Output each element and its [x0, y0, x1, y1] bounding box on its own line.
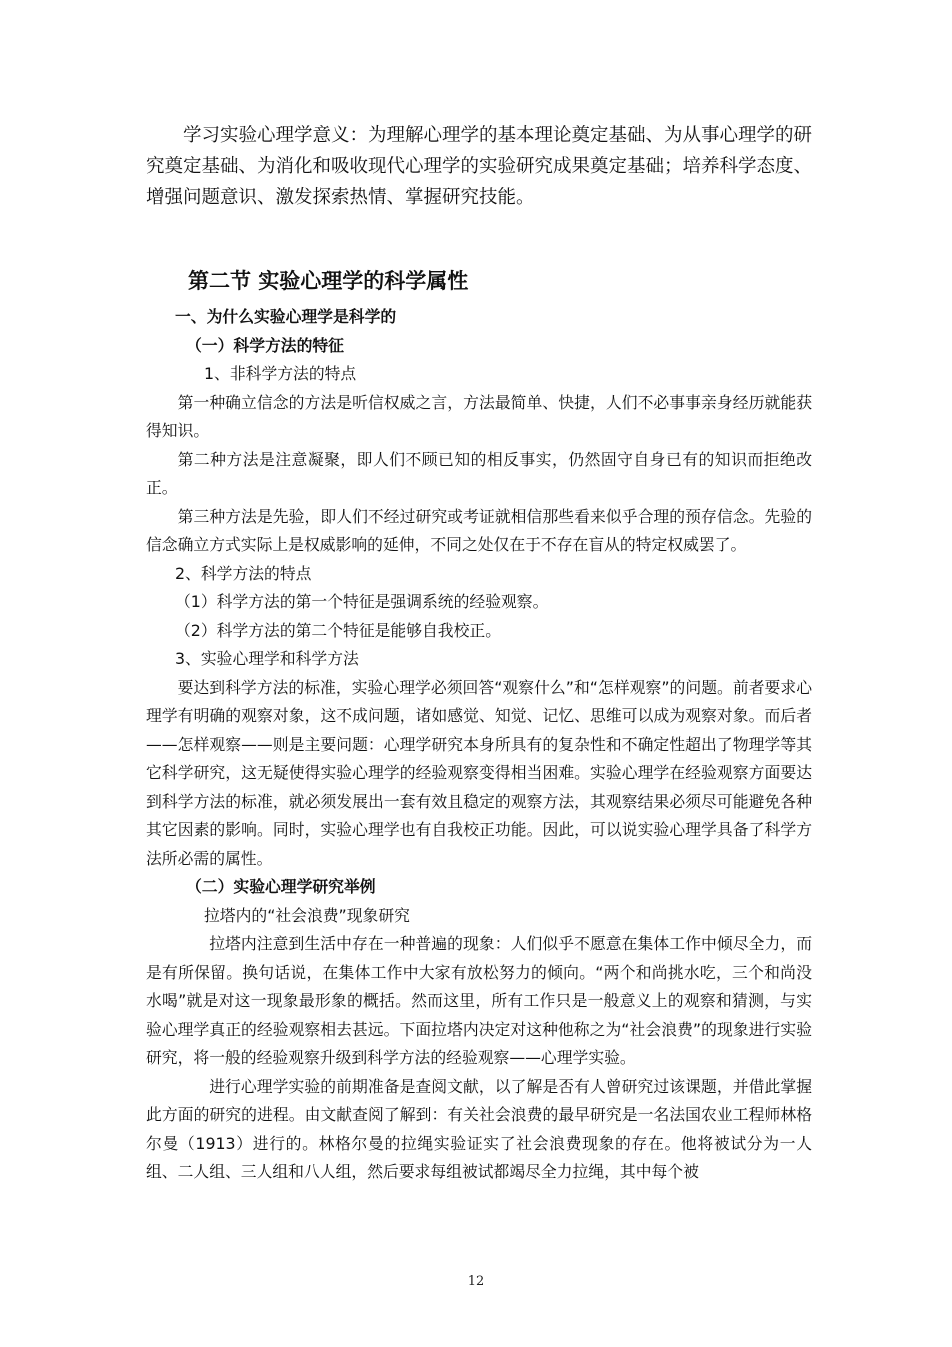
page-content — [146, 120, 812, 1187]
paragraph: 第三种方法是先验，即人们不经过研究或考证就相信那些看来似乎合理的预存信念。先验的信念确立方式实际上是权威影响的延伸，不同之处仅在于不存在盲从的特定权威罢了。 — [146, 506, 812, 554]
subheading-nonscientific: 1、非科学方法的特点 — [204, 364, 357, 383]
section-title: 第二节 实验心理学的科学属性 — [188, 269, 469, 293]
list-item: （2）科学方法的第二个特征是能够自我校正。 — [175, 620, 501, 640]
section-body — [146, 303, 812, 1187]
paragraph: 第二种方法是注意凝聚，即人们不顾已知的相反事实，仍然固守自身已有的知识而拒绝改正。 — [146, 449, 812, 497]
heading-level-2: （一）科学方法的特征 — [186, 335, 344, 355]
subheading-scientific: 2、科学方法的特点 — [175, 563, 312, 583]
page-number: 12 — [467, 1274, 485, 1289]
heading-level-1: 一、为什么实验心理学是科学的 — [175, 307, 397, 326]
paragraph: 进行心理学实验的前期准备是查阅文献，以了解是否有人曾研究过该课题，并借此掌握此方面的研究的进程。由文献查阅了解到：有关社会浪费的最早研究是一名法国农业工程师林格尔曼（1913）进行的。林格尔曼的拉绳实验证实了社会浪费现象的存在。他将被试分为一人组、二人组、三人组和八人组，然后要求每组被试都竭尽全力拉绳，其中每个被 — [146, 1076, 812, 1181]
paragraph: 要达到科学方法的标准，实验心理学必须回答“观察什么”和“怎样观察”的问题。前者要求心理学有明确的观察对象，这不成问题，诸如感觉、知觉、记忆、思维可以成为观察对象。而后者——怎样观察——则是主要问题：心理学研究本身所具有的复杂性和不确定性超出了物理学等其它科学研究，这无疑使得实验心理学的经验观察变得相当困难。实验心理学在经验观察方面要达到科学方法的标准，就必须发展出一套有效且稳定的观察方法，其观察结果必须尽可能避免各种其它因素的影响。同时，实验心理学也有自我校正功能。因此，可以说实验心理学具备了科学方法所必需的属性。 — [146, 677, 812, 868]
heading-level-2: （二）实验心理学研究举例 — [186, 877, 376, 896]
intro-paragraph: 学习实验心理学意义：为理解心理学的基本理论奠定基础、为从事心理学的研究奠定基础、为消化和吸收现代心理学的实验研究成果奠定基础；培养科学态度、增强问题意识、激发探索热情、掌握研究技能。 — [146, 125, 813, 208]
paragraph: 拉塔内注意到生活中存在一种普遍的现象：人们似乎不愿意在集体工作中倾尽全力，而是有所保留。换句话说，在集体工作中大家有放松努力的倾向。“两个和尚挑水吃，三个和尚没水喝”就是对这一现象最形象的概括。然而这里，所有工作只是一般意义上的观察和猜测，与实验心理学真正的经验观察相去甚远。下面拉塔内决定对这种他称之为“社会浪费”的现象进行实验研究，将一般的经验观察升级到科学方法的经验观察——心理学实验。 — [146, 934, 812, 1067]
paragraph: 第一种确立信念的方法是听信权威之言，方法最简单、快捷，人们不必事事亲身经历就能获得知识。 — [146, 392, 812, 440]
intro-block — [146, 120, 812, 213]
list-item: （1）科学方法的第一个特征是强调系统的经验观察。 — [175, 592, 549, 611]
example-title: 拉塔内的“社会浪费”现象研究 — [204, 905, 410, 925]
subheading-experimental: 3、实验心理学和科学方法 — [175, 649, 359, 668]
